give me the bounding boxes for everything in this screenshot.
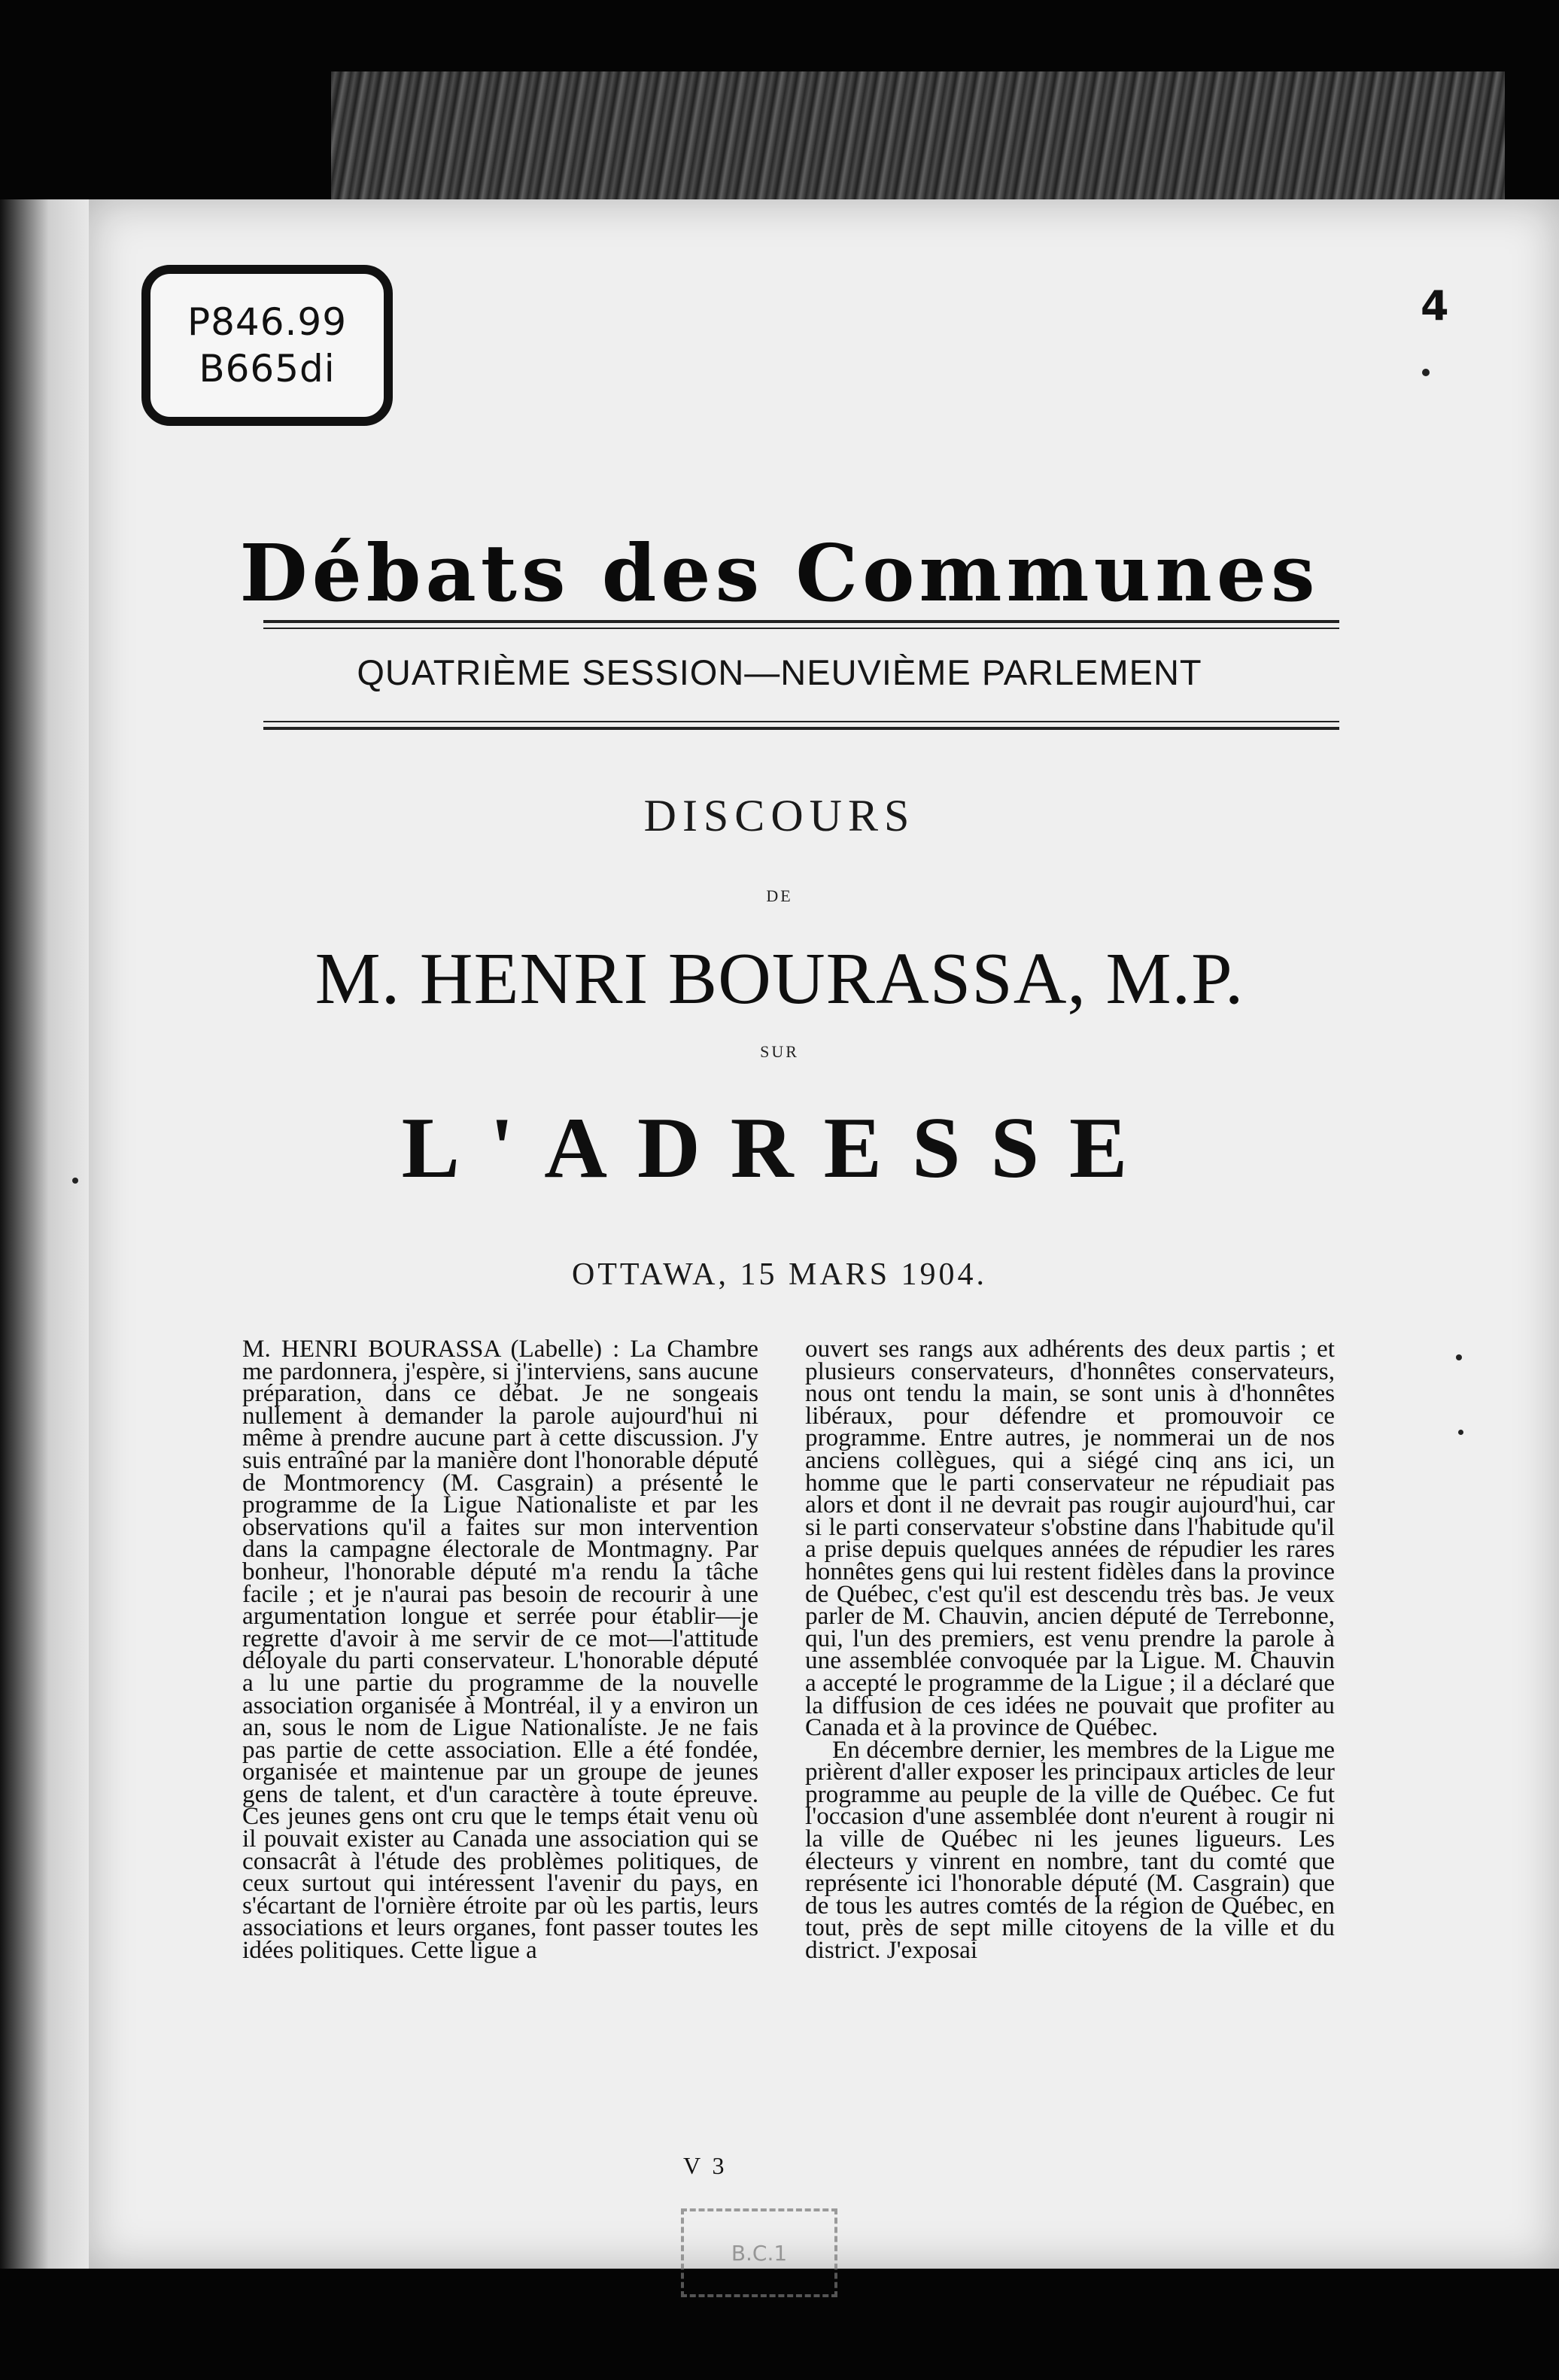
- subject-heading: L'ADRESSE: [401, 1100, 1158, 1196]
- page-left-edge: [0, 199, 89, 2269]
- rule-top-2: [263, 628, 1339, 629]
- corner-page-mark: 4: [1421, 282, 1449, 330]
- session-heading: QUATRIÈME SESSION—NEUVIÈME PARLEMENT: [357, 652, 1202, 692]
- left-paragraph-1: M. HENRI BOURASSA (Labelle) : La Chambre me pardonnera, j'espère, si j'interviens, sans aucune préparation, dans ce débat. Je ne songeais nullement à demander la parole aujourd'hui ni même à prendre aucune part à cette discussion. J'y suis entraîné par la manière dont l'honorable député de Montmorency (M. Casgrain) a présenté le programme de la Ligue Nationaliste et par les observations qu'il a faites sur mon intervention dans la campagne électorale de Montmagny. Par bonheur, l'honorable député m'a rendu la tâche facile ; et je n'aurai pas besoin de recourir à une argumentation longue et serrée pour établir—je regrette d'avoir à me servir de ce mot—l'attitude déloyale du parti conservateur. L'honorable député a lu une partie du programme de la nouvelle association organisée à Montréal, il y a environ un an, sous le nom de Ligue Nationaliste. Je ne fais pas partie de cette association. Elle a été fondée, organisée et maintenue par un groupe de jeunes gens de talent, et d'un caractère à toute épreuve. Ces jeunes gens ont cru que le temps était venu où il pouvait exister au Canada une association qui se consacrât à l'étude des problèmes politiques, de ceux surtout qui intéressent l'avenir du pays, en s'écartant de l'ornière étroite par où les partis, leurs associations et leurs organes, font passer toutes les idées politiques. Cette ligue a: [242, 1335, 758, 1965]
- left-text-column: [242, 1335, 758, 1965]
- masthead-title: Débats des Communes: [239, 527, 1320, 619]
- rule-bottom-2: [263, 727, 1339, 730]
- rule-bottom-1: [263, 721, 1339, 722]
- right-paragraph-1: ouvert ses rangs aux adhérents des deux partis ; et plusieurs conservateurs, d'honnêtes conservateurs, nous ont tendu la main, se sont unis à d'honnêtes libéraux, pour défendre et promouvoir ce programme. Entre autres, je nommerai un de nos anciens collègues, qui a siégé cinq ans ici, un homme que le parti conservateur ne répudiait pas alors et dont il ne devrait pas rougir aujourd'hui, car si le parti conservateur s'obstine dans l'habitude qu'il a prise depuis quelques années de répudier les rares honnêtes gens qui lui restent fidèles dans la province de Québec, c'est qu'il est descendu très bas. Je veux parler de M. Chauvin, ancien député de Terrebonne, qui, l'un des premiers, est venu prendre la parole à une assemblée convoquée par la Ligue. M. Chauvin a accepté le programme de la Ligue ; il a déclaré que la diffusion de ces idées ne pouvait que profiter au Canada et à la province de Québec.: [805, 1335, 1335, 1742]
- discours-heading: DISCOURS: [643, 791, 916, 840]
- sur-connector: SUR: [760, 1042, 799, 1061]
- right-text-column: [805, 1335, 1335, 1965]
- right-paragraph-2: En décembre dernier, les membres de la Ligue me prièrent d'aller exposer les principaux articles de leur programme au peuple de la ville de Québec. Ce fut l'occasion d'une assemblée dont n'eurent à rougir ni la ville de Québec ni les jeunes ligueurs. Les électeurs y vinrent en nombre, tant du comté que représente ici l'honorable député (M. Casgrain) que de tous les autres comtés de la région de Québec, en tout, près de sept mille citoyens de la ville et du district. J'exposai: [805, 1735, 1335, 1965]
- dust-speck: [1422, 369, 1430, 376]
- dust-speck: [72, 1178, 78, 1184]
- signature-mark: V 3: [683, 2152, 728, 2179]
- stamp-text: B.C.1: [731, 2240, 788, 2266]
- call-number-line-2: B665di: [199, 347, 336, 391]
- de-connector: DE: [766, 886, 793, 905]
- speaker-name: M. HENRI BOURASSA, M.P.: [315, 938, 1244, 1020]
- library-call-number-label: [141, 265, 393, 426]
- dust-speck: [1458, 1430, 1463, 1435]
- dateline: OTTAWA, 15 MARS 1904.: [571, 1257, 988, 1292]
- call-number-line-1: P846.99: [187, 300, 348, 344]
- library-stamp: [681, 2208, 837, 2297]
- rule-top-1: [263, 620, 1339, 623]
- dust-speck: [1456, 1354, 1462, 1360]
- microfilm-border-strip: [331, 71, 1505, 203]
